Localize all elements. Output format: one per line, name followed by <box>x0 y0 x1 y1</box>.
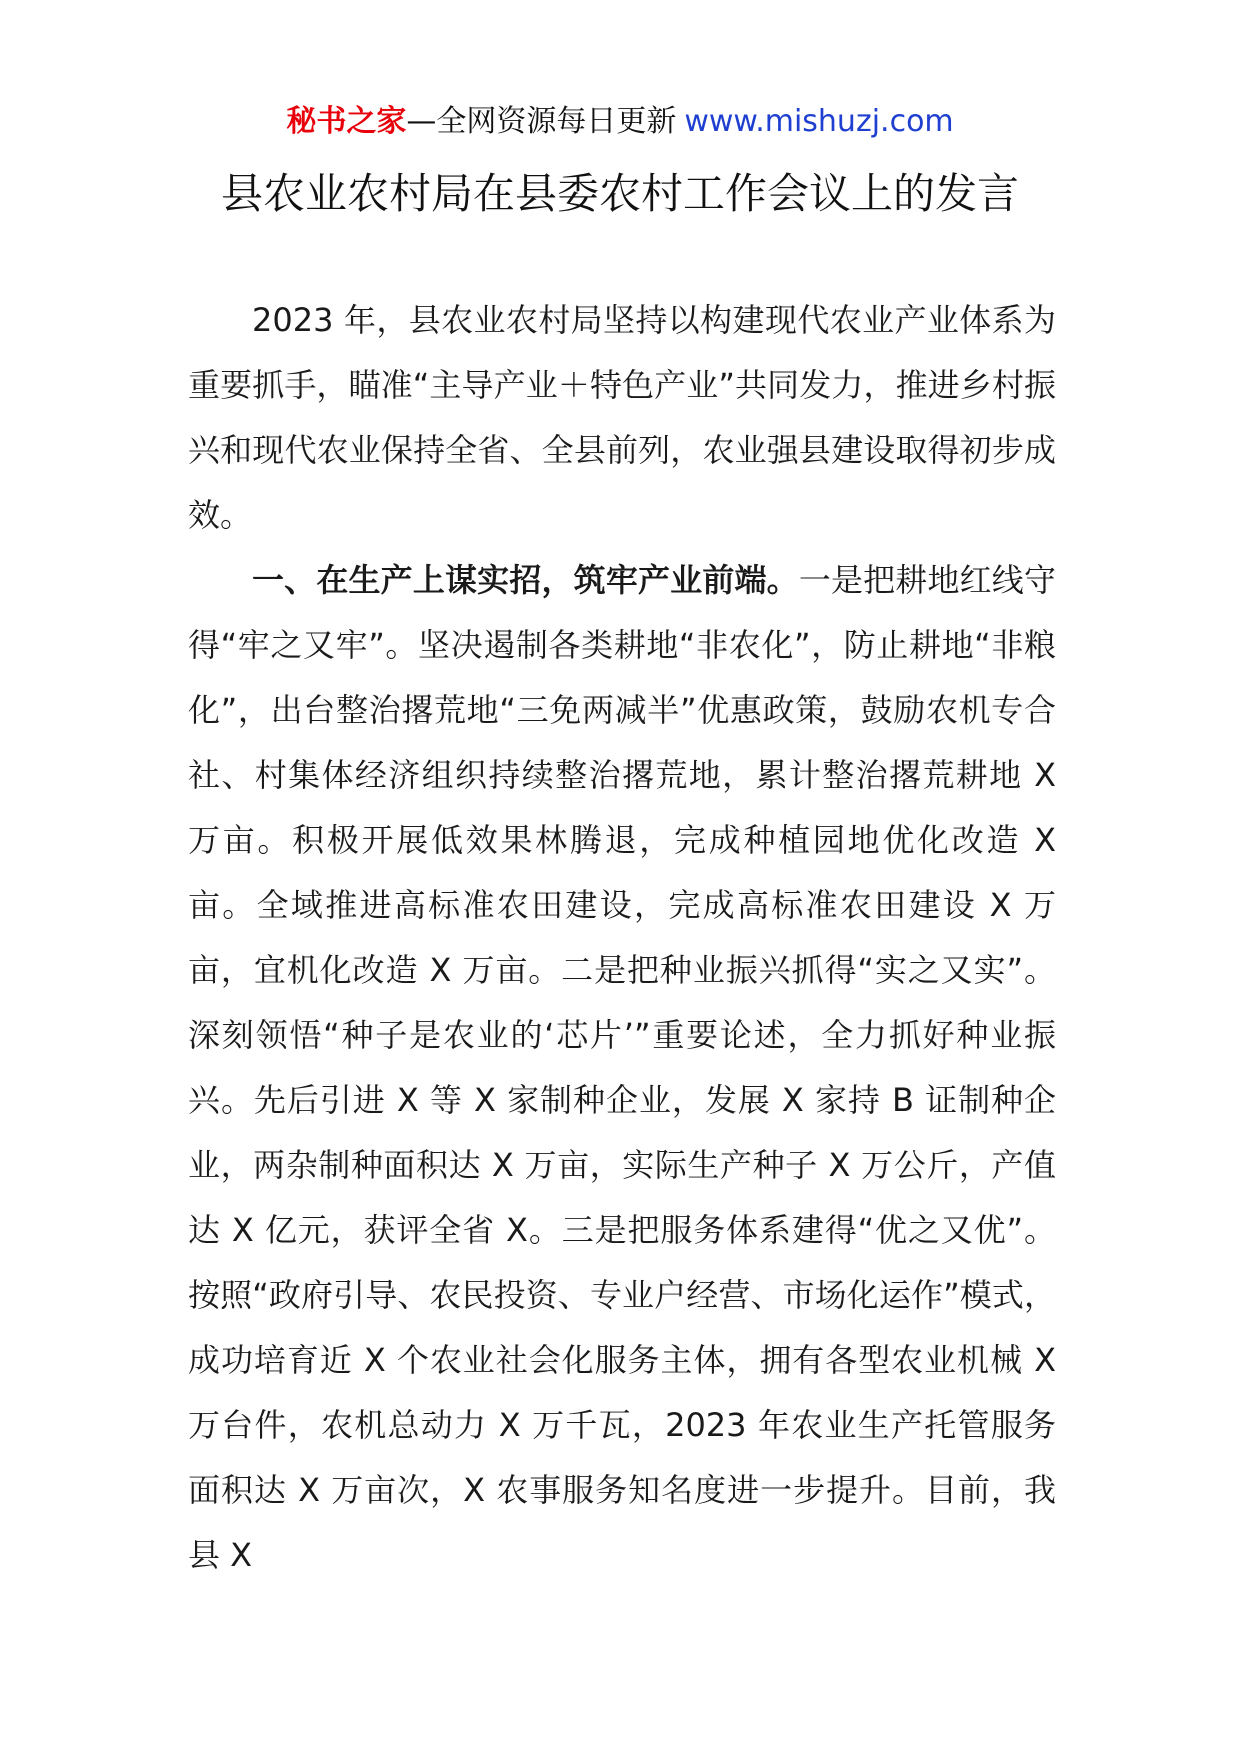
section-heading: 一、在生产上谋实招，筑牢产业前端。 <box>252 561 799 599</box>
watermark-slogan: —全网资源每日更新 <box>406 104 677 139</box>
document-title: 县农业农村局在县委农村工作会议上的发言 <box>220 169 1019 218</box>
paragraph-text: 一是把耕地红线守得“牢之又牢”。坚决遏制各类耕地“非农化”，防止耕地“非粮化”，出台整治撂荒地“三免两减半”优惠政策，鼓励农机专合社、村集体经济组织持续整治撂荒地，累计整治撂荒耕地 X 万亩。积极开展低效果林腾退，完成种植园地优化改造 X 亩。全域推进高标准农田建设，完成高标准农田建设 X 万亩，宜机化改造 X 万亩。二是把种业振兴抓得“实之又实”。深刻领悟“种子是农业的‘芯片’”重要论述，全力抓好种业振兴。先后引进 X 等 X 家制种企业，发展 X 家持 B 证制种企业，两杂制种面积达 X 万亩，实际生产种子 X 万公斤，产值达 X 亿元，获评全省 X。三是把服务体系建得“优之又优”。按照“政府引导、农民投资、专业户经营、市场化运作”模式，成功培育近 X 个农业社会化服务主体，拥有各型农业机械 X 万台件，农机总动力 X 万千瓦，2023 年农业生产托管服务面积达 X 万亩次，X 农事服务知名度进一步提升。目前，我县 X <box>188 561 1056 1574</box>
paragraph-text: 2023 年，县农业农村局坚持以构建现代农业产业体系为重要抓手，瞄准“主导产业＋特色产业”共同发力，推进乡村振兴和现代农业保持全省、全县前列，农业强县建设取得初步成效。 <box>188 301 1056 534</box>
document-body <box>188 288 1056 1588</box>
paragraph-intro <box>188 288 1056 548</box>
watermark-url-link[interactable]: www.mishuzj.com <box>684 104 954 139</box>
watermark-header <box>0 100 1240 144</box>
paragraph-section-one <box>188 548 1056 1588</box>
watermark-brand: 秘书之家 <box>286 104 407 139</box>
